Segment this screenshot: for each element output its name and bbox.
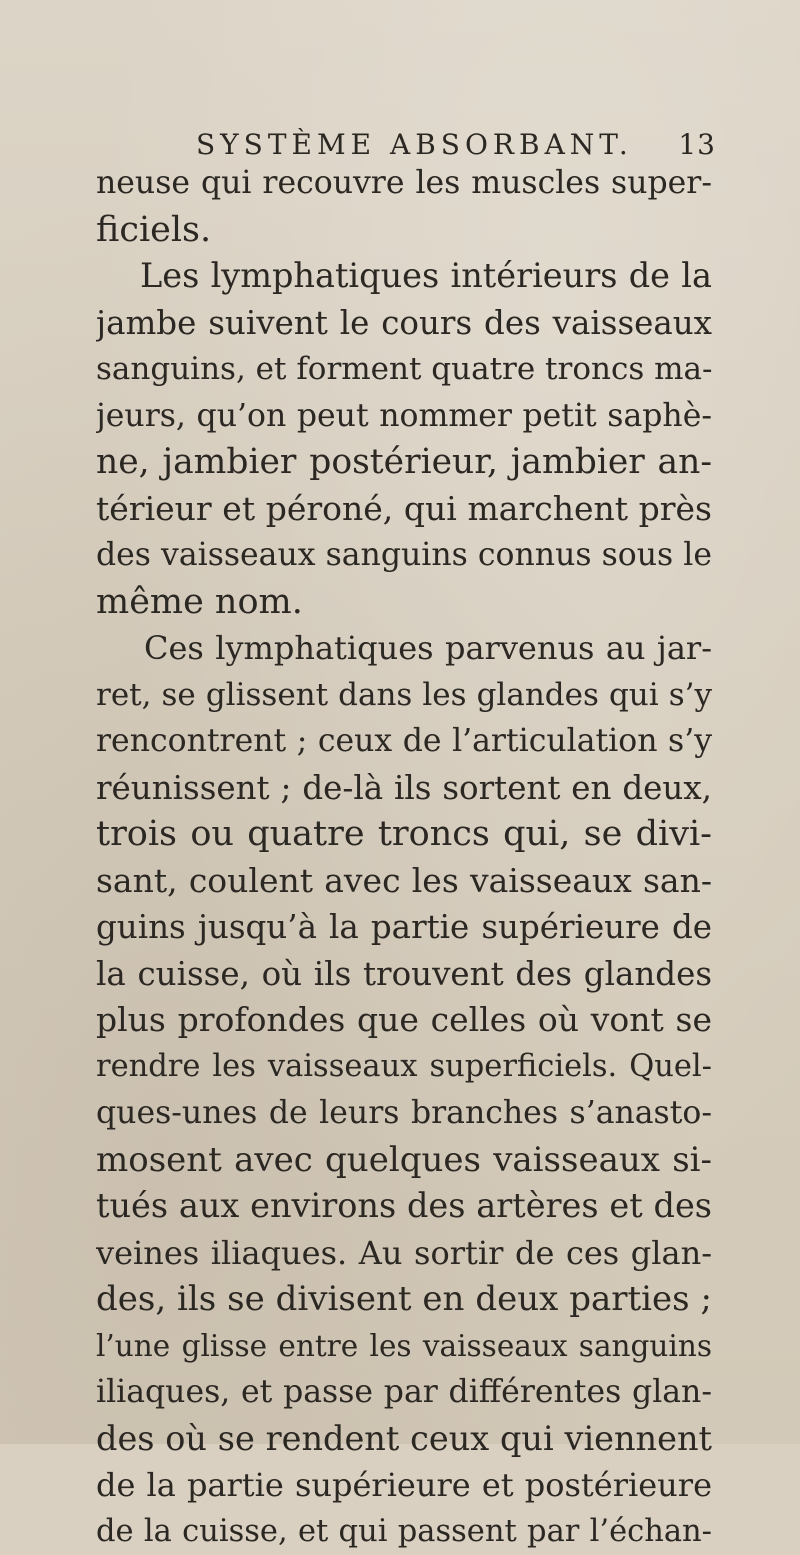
- paragraph-first-line: Les lymphatiques intérieurs de la: [96, 253, 712, 300]
- text-line: ques-unes de leurs branches s’anasto-: [96, 1090, 712, 1137]
- text-line: veines iliaques. Au sortir de ces glan-: [96, 1230, 712, 1277]
- text-line: sant, coulent avec les vaisseaux san-: [96, 858, 712, 905]
- text-line: rendre les vaisseaux superficiels. Quel-: [96, 1044, 712, 1091]
- text-line: neuse qui recouvre les muscles super-: [96, 160, 712, 207]
- text-line: tués aux environs des artères et des: [96, 1183, 712, 1230]
- text-line: la cuisse, où ils trouvent des glandes: [96, 951, 712, 998]
- text-line: térieur et péroné, qui marchent près: [96, 486, 712, 533]
- text-line: l’une glisse entre les vaisseaux sanguins: [96, 1323, 712, 1370]
- text-line: réunissent ; de-là ils sortent en deux,: [96, 765, 712, 812]
- paragraph-first-line: Ces lymphatiques parvenus au jar-: [96, 625, 712, 672]
- text-line: des vaisseaux sanguins connus sous le: [96, 532, 712, 579]
- text-line: même nom.: [96, 579, 712, 626]
- text-line: sanguins, et forment quatre troncs ma-: [96, 346, 712, 393]
- text-line: ret, se glissent dans les glandes qui s’y: [96, 672, 712, 719]
- text-line: plus profondes que celles où vont se: [96, 997, 712, 1044]
- text-line: ne, jambier postérieur, jambier an-: [96, 439, 712, 486]
- text-line: guins jusqu’à la partie supérieure de: [96, 904, 712, 951]
- body-text: [96, 160, 712, 1555]
- text-line: ficiels.: [96, 207, 712, 254]
- text-line: des, ils se divisent en deux parties ;: [96, 1276, 712, 1323]
- text-line: rencontrent ; ceux de l’articulation s’y: [96, 718, 712, 765]
- text-line: iliaques, et passe par différentes glan-: [96, 1369, 712, 1416]
- text-line: de la partie supérieure et postérieure: [96, 1462, 712, 1509]
- text-line: des où se rendent ceux qui viennent: [96, 1416, 712, 1463]
- text-line: jambe suivent le cours des vaisseaux: [96, 300, 712, 347]
- chapter-title: SYSTÈME ABSORBANT.: [196, 128, 633, 161]
- text-line: trois ou quatre troncs qui, se divi-: [96, 811, 712, 858]
- text-line: jeurs, qu’on peut nommer petit saphè-: [96, 393, 712, 440]
- page-number: 13: [678, 128, 716, 161]
- text-line: mosent avec quelques vaisseaux si-: [96, 1137, 712, 1184]
- text-line: de la cuisse, et qui passent par l’échan-: [96, 1509, 712, 1555]
